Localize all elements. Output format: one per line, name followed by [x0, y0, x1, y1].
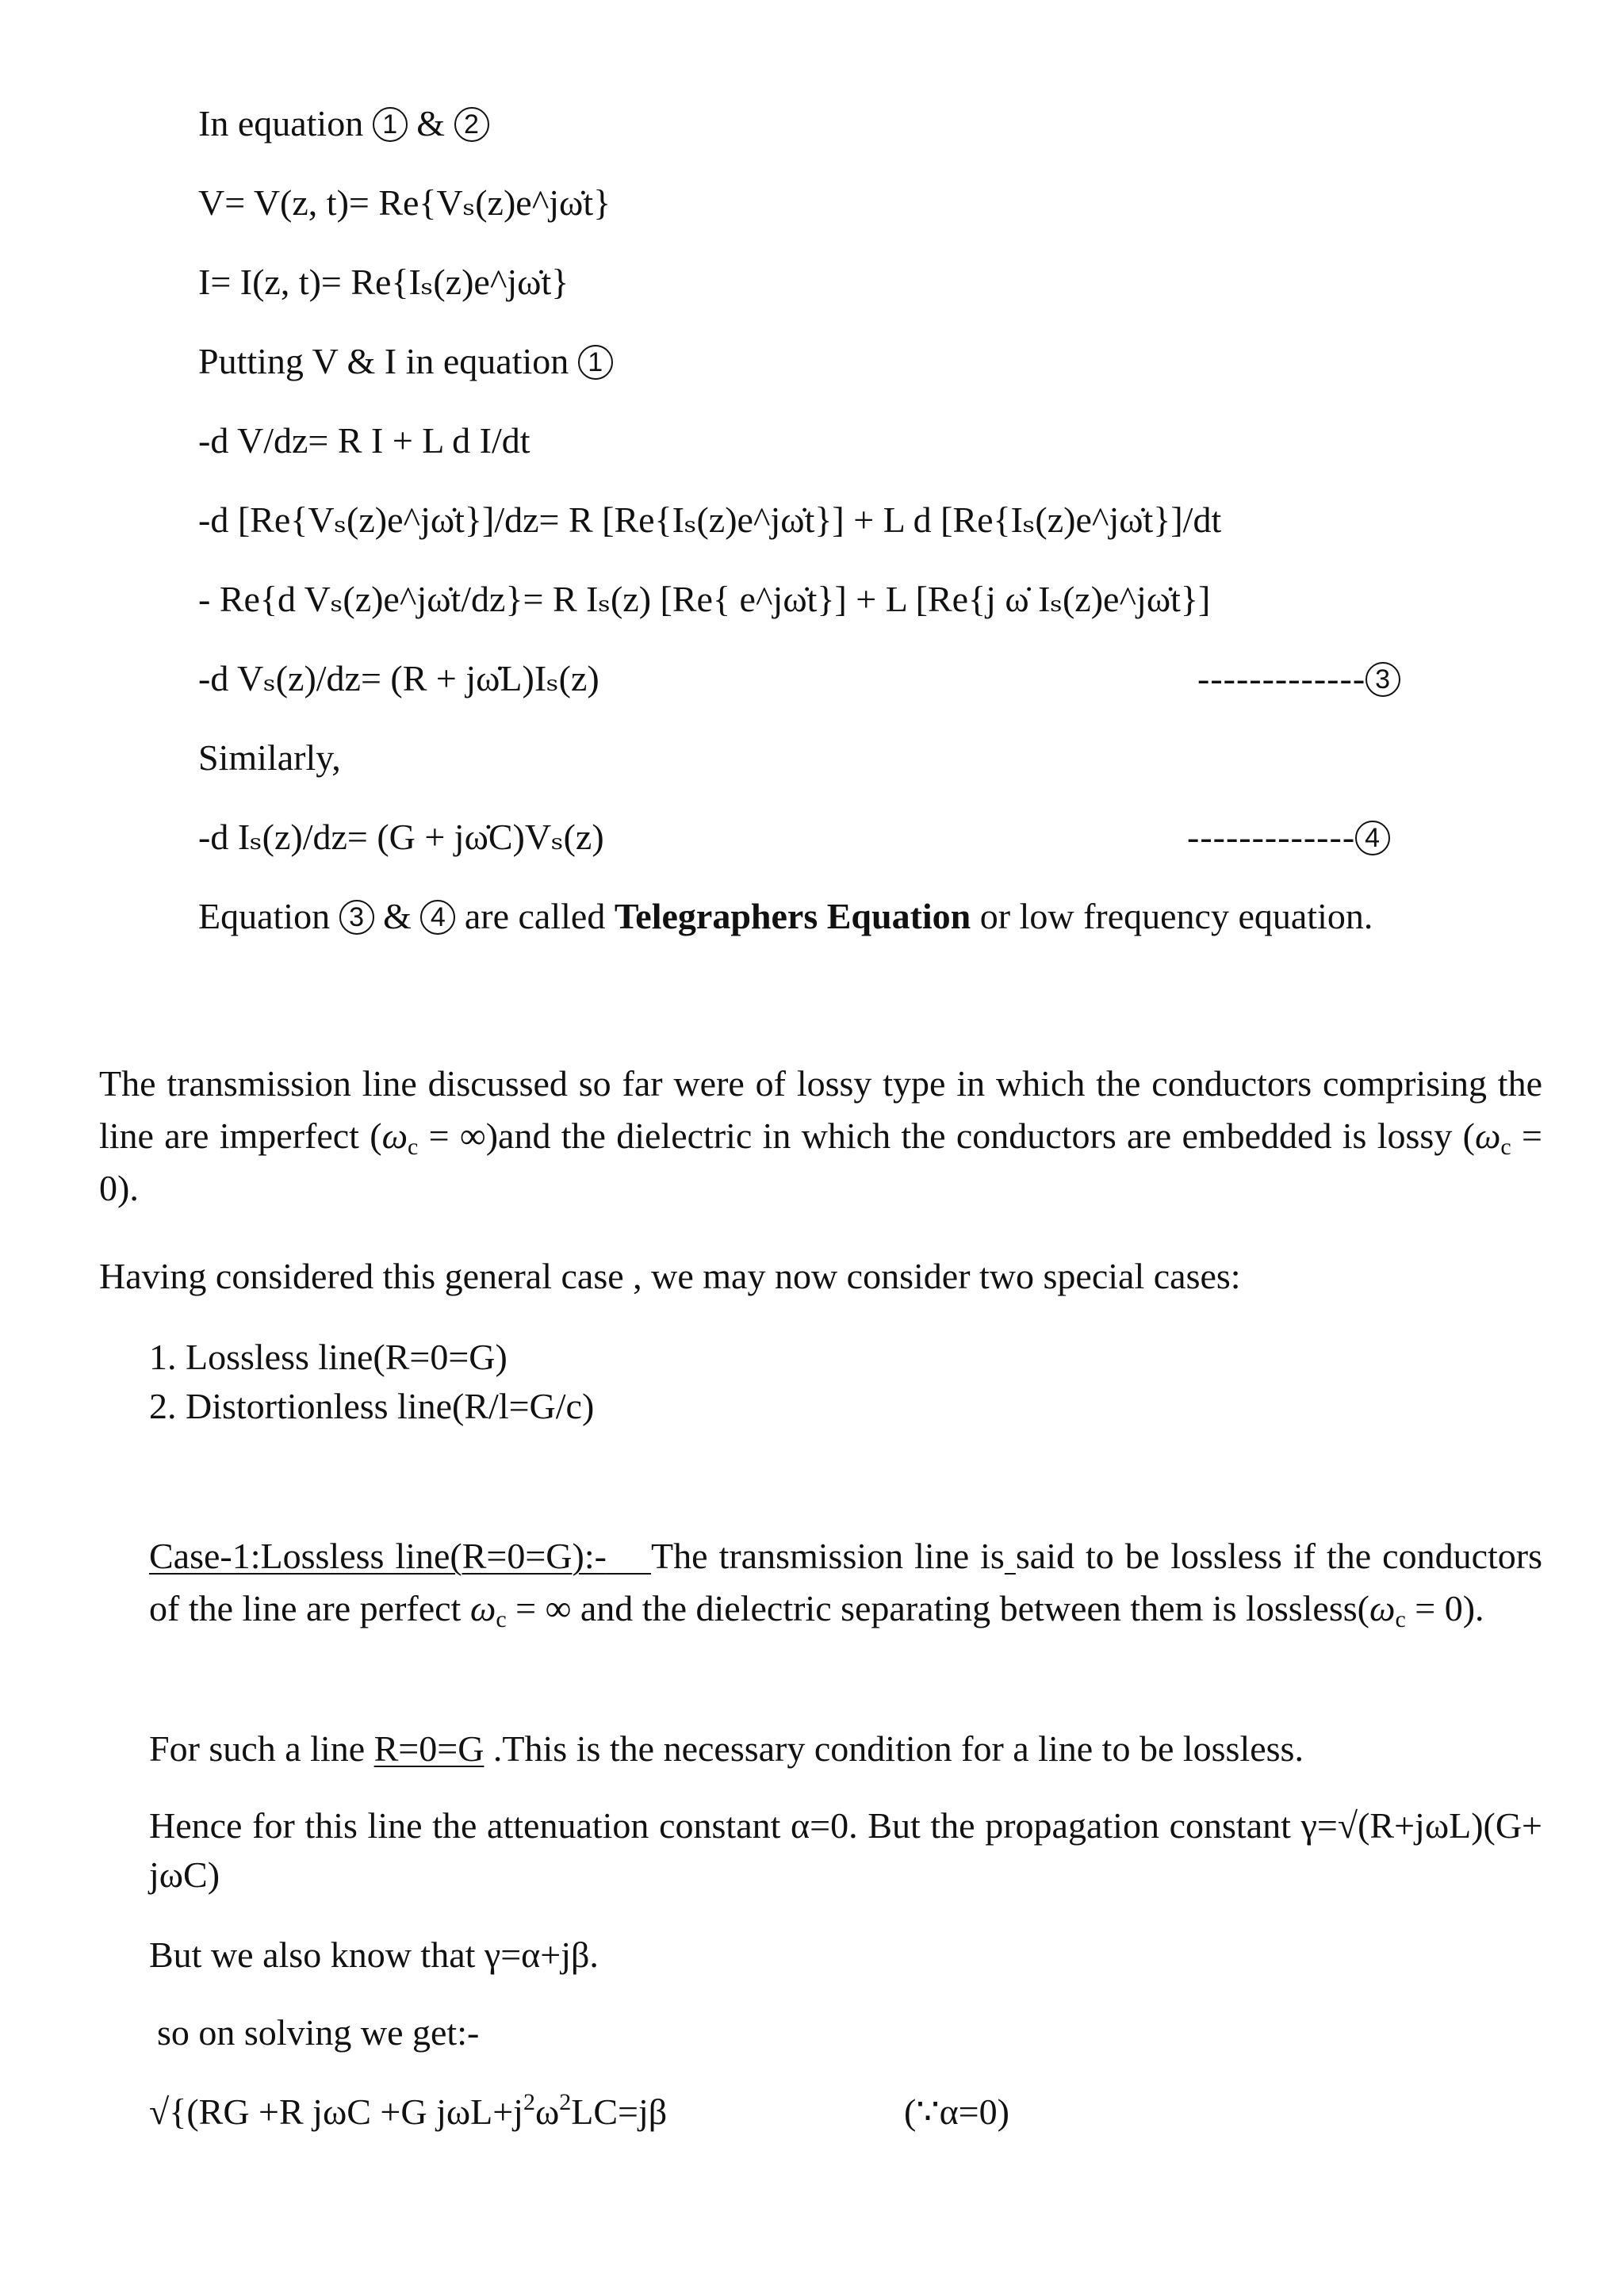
lossy-line-paragraph: [99, 1058, 1542, 1215]
para1-b: )and the dielectric in which the conductors are embedded is lossy (: [485, 1115, 1475, 1156]
final-eq-c: LC=jβ: [571, 2091, 668, 2132]
equation-line-6: [198, 498, 1221, 542]
condition-line: [149, 1727, 1304, 1771]
solving-line: [157, 2011, 479, 2055]
eq-number-3-ref: 3: [339, 900, 374, 935]
omega-symbol-4: ω: [1369, 1588, 1396, 1628]
case1-b: said to be lossless if the conductors of the line are perfect: [149, 1536, 1543, 1628]
eq-number-1-ref: 1: [578, 345, 613, 380]
telegrapher-eq-3-text: -d Vₛ(z)/dz= (R + jω̇L)Iₛ(z): [198, 658, 599, 698]
list-item-2: 2. Distortionless line(R/l=G/c): [149, 1386, 595, 1426]
eq-intro-text: In equation: [198, 103, 364, 144]
eq-number-2: 2: [454, 107, 489, 142]
telegrapher-eq-4-text: -d Iₛ(z)/dz= (G + jω̇C)Vₛ(z): [198, 817, 604, 857]
eq-4-leader: [1187, 815, 1390, 859]
equation-7-text: - Re{d Vₛ(z)e^jω̇t/dz}= R Iₛ(z) [Re{ e^jω̇t}] + L [Re{j ω̇ Iₛ(z)e^jω̇t}]: [198, 579, 1211, 619]
omega-subscript-4: c: [1395, 1606, 1406, 1632]
omega-subscript: c: [408, 1134, 419, 1160]
eq-3-leader: [1197, 656, 1400, 701]
condition-b: .This is the necessary condition for a line to be lossless.: [492, 1728, 1304, 1769]
para1-c: ).: [117, 1168, 139, 1208]
list-item: [149, 1383, 594, 1430]
telegraphers-note: [198, 894, 1373, 939]
condition-a: For such a line: [149, 1728, 366, 1769]
case1-d: ).: [1462, 1588, 1484, 1628]
para1-eq1: = ∞: [418, 1115, 486, 1156]
voltage-definition: [198, 181, 611, 225]
final-eq-b: ω: [534, 2091, 560, 2132]
omega-symbol-2: ω: [1474, 1115, 1501, 1156]
note-d: or low frequency equation.: [979, 896, 1373, 936]
eq-number-1: 1: [373, 107, 408, 142]
propagation-paragraph: [149, 1801, 1542, 1900]
telegrapher-eq-4: [198, 815, 604, 859]
final-eq-note-text: (∵α=0): [904, 2091, 1009, 2132]
telegrapher-eq-3: [198, 656, 599, 701]
final-equation: [149, 2090, 667, 2134]
case1-c: and the dielectric separating between them is lossless(: [571, 1588, 1369, 1628]
para1-a: The transmission line discussed so far were of lossy type in which the conductors comprising the line are imperfect (: [99, 1063, 1542, 1156]
similarly-text: Similarly,: [198, 737, 341, 778]
similarly-line: [198, 736, 341, 780]
equation-line-5: [198, 419, 530, 463]
eq-3-dashes: -------------: [1197, 658, 1366, 698]
note-a: Equation: [198, 896, 331, 936]
gamma-definition-text: But we also know that γ=α+jβ.: [149, 1934, 599, 1975]
note-amp: &: [383, 896, 412, 936]
case1-eq1: = ∞: [506, 1588, 572, 1628]
current-definition: [198, 260, 569, 304]
case1-paragraph: [149, 1530, 1542, 1635]
omega-symbol: ω: [381, 1115, 408, 1156]
case1-eq2: = 0: [1405, 1588, 1463, 1628]
omega-subscript-2: c: [1500, 1134, 1511, 1160]
eq-number-4: 4: [1355, 821, 1390, 855]
eq-4-dashes: -------------: [1187, 817, 1356, 857]
voltage-definition-text: V= V(z, t)= Re{Vₛ(z)e^jω̇t}: [198, 182, 611, 223]
note-c: are called: [464, 896, 606, 936]
omega-subscript-3: c: [496, 1606, 507, 1632]
equation-line-7: [198, 577, 1210, 622]
final-equation-note: [904, 2090, 1009, 2134]
condition-underlined: R=0=G: [373, 1728, 485, 1769]
ampersand: &: [416, 103, 445, 144]
current-definition-text: I= I(z, t)= Re{Iₛ(z)e^jω̇t}: [198, 262, 569, 302]
final-eq-a: √{(RG +R jωC +G jωL+j: [149, 2091, 523, 2132]
case1-heading: Case-1:Lossless line(R=0=G):-: [149, 1536, 607, 1576]
special-cases-intro: [99, 1254, 1241, 1299]
special-cases-text: Having considered this general case , we may now consider two special cases:: [99, 1256, 1241, 1296]
solving-text: so on solving we get:-: [157, 2012, 480, 2053]
list-item: [149, 1334, 508, 1381]
final-eq-sup1: 2: [523, 2089, 535, 2115]
eq-number-3: 3: [1365, 662, 1400, 697]
gamma-definition: [149, 1933, 599, 1977]
eq-intro-line: [198, 101, 489, 146]
telegraphers-equation-term: Telegraphers Equation: [614, 896, 971, 936]
equation-6-text: -d [Re{Vₛ(z)e^jω̇t}]/dz= R [Re{Iₛ(z)e^jω̇t}] + L d [Re{Iₛ(z)e^jω̇t}]/dt: [198, 499, 1222, 540]
equation-5-text: -d V/dz= R I + L d I/dt: [198, 420, 530, 461]
putting-text: Putting V & I in equation: [198, 341, 569, 381]
propagation-text: Hence for this line the attenuation constant α=0. But the propagation constant γ=√(R+jωL)(G+ jωC): [149, 1805, 1542, 1895]
eq-number-4-ref: 4: [420, 900, 455, 935]
putting-line: [198, 339, 613, 384]
case1-a: The transmission line is: [651, 1536, 1005, 1576]
list-item-1: 1. Lossless line(R=0=G): [149, 1337, 508, 1377]
final-eq-sup2: 2: [559, 2089, 572, 2115]
omega-symbol-3: ω: [469, 1588, 496, 1628]
para1-eq2: = 0: [99, 1115, 1542, 1208]
